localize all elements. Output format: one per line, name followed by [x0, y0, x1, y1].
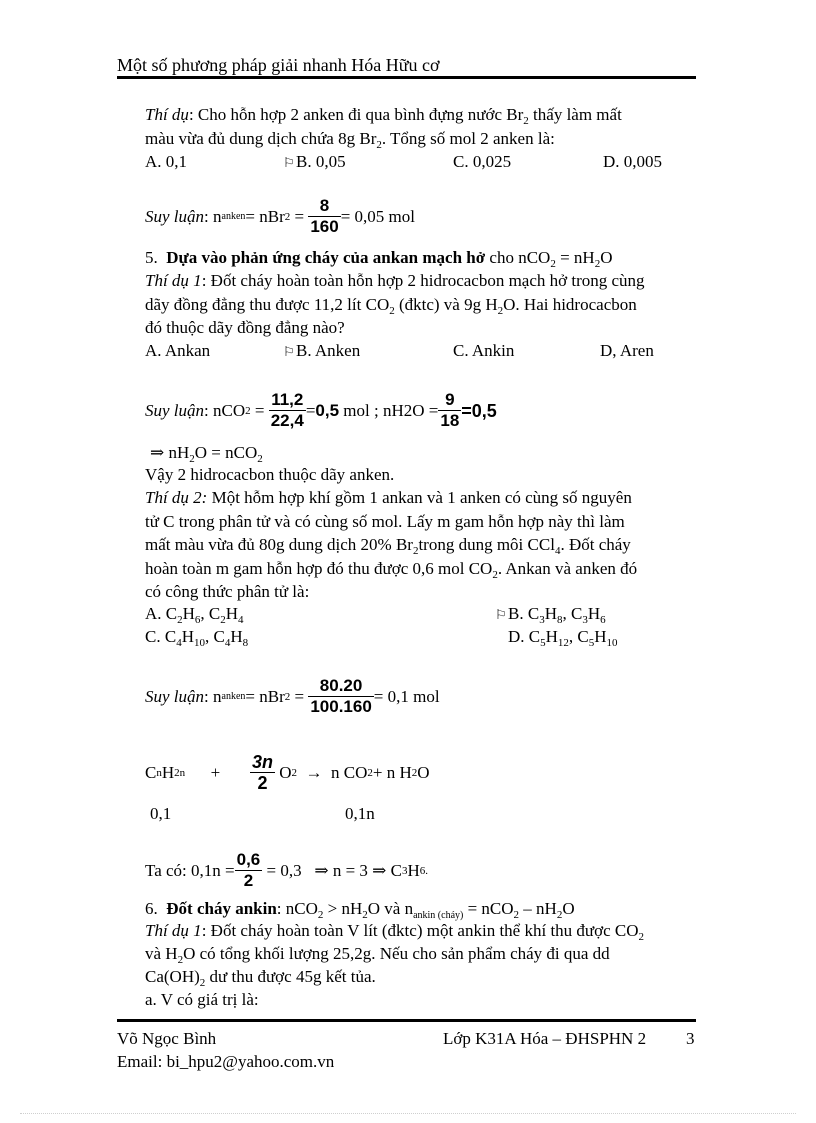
ex3-line1: Thí dụ 2: Một hỗm hợp khí gồm 1 ankan và 1 anken có cùng số nguyên [145, 488, 632, 507]
flag-icon: ⚐ [495, 607, 507, 622]
page-bottom-dotted-divider [20, 1113, 796, 1114]
moles-right: 0,1n [345, 804, 375, 823]
fraction-9-18: $\frac{9}{18}$ [440, 390, 460, 430]
section-5-heading: 5. Dựa vào phản ứng cháy của ankan mạch hở cho $nCO_2 = nH_2O$ [145, 248, 613, 270]
ex2-option-b: ⚐B. Anken [283, 341, 361, 360]
footer-author: Võ Ngọc Bình [117, 1029, 217, 1048]
ex1-option-a: A. 0,1 [145, 152, 188, 171]
ex2-option-d: D, Aren [600, 341, 654, 360]
section-6-heading: 6. Đốt cháy ankin: $nCO_2 > nH_2O$ và $n_{ankin (cháy)} = nCO_2 - nH_2O$ [145, 899, 575, 921]
header-rule [117, 76, 696, 79]
footer-rule [117, 1019, 696, 1022]
page-header-title: Một số phương pháp giải nhanh Hóa Hữu cơ [117, 55, 440, 75]
ex2-option-a: A. Ankan [145, 341, 211, 360]
ex1-line1: Thí dụ: Cho hỗn hợp 2 anken đi qua bình đựng nước $Br_2$ thấy làm mất [145, 105, 622, 127]
ex2-reasoning: Suy luận : nCO 2 = $\frac{11,2}{22,4}$ = 0,5 mol ; nH2O = $\frac{9}{18}$ = 0,5 [145, 390, 497, 430]
ex1-option-b: ⚐B. 0,05 [283, 152, 346, 171]
ex1-option-c: C. 0,025 [453, 152, 512, 171]
ex2-option-c: C. Ankin [453, 341, 515, 360]
ex4-question-a: a. V có giá trị là: [145, 990, 259, 1009]
email-link[interactable]: bi_hpu2@yahoo.com.vn [166, 1052, 335, 1071]
moles-left: 0,1 [150, 804, 172, 823]
ex2-implication: ⇒ $nH_2O = nCO_2$ [150, 443, 263, 465]
ex1-label: Thí dụ [145, 105, 189, 124]
ex1-line2: màu vừa đủ dung dịch chứa 8g $Br_2$. Tổng số mol 2 anken là: [145, 129, 555, 151]
ex3-line2: tử C trong phân tử và có cùng số mol. Lấy m gam hỗn hợp này thì làm [145, 512, 625, 531]
calculation-line: Ta có: 0,1n = $\frac{0,6}{2}$ = 0,3 ⇒ n = 3 ⇒ C 3 H 6. [145, 850, 429, 890]
ex2-line2: dãy đồng đẳng thu được 11,2 lít $CO_2$ (đktc) và 9g $H_2O$. Hai hidrocacbon [145, 295, 637, 317]
ex4-line1: Thí dụ 1: Đốt cháy hoàn toàn V lít (đktc) một ankin thể khí thu được $CO_2$ [145, 921, 645, 943]
ex1-reasoning: Suy luận : n anken = nBr 2 = $\frac{8}{160}$ = 0,05 mol [145, 196, 416, 236]
footer-email: Email: bi_hpu2@yahoo.com.vn [117, 1052, 335, 1071]
ex4-line3: $Ca(OH)_2$ dư thu được 45g kết tủa. [145, 967, 376, 989]
ex3-line4: hoàn toàn m gam hỗn hợp đó thu được 0,6 mol $CO_2$. Ankan và anken đó [145, 559, 638, 581]
ex3-option-a: A. $C_2H_6$, $C_2H_4$ [145, 604, 244, 626]
ex2-conclusion: Vậy 2 hidrocacbon thuộc dãy anken. [145, 465, 395, 484]
combustion-equation: C n H 2n + $\frac{3n}{2}$ O 2 → n CO 2 + n H 2 O [145, 752, 430, 793]
ex3-option-b: ⚐B. $C_3H_8$, $C_3H_6$ [495, 604, 606, 626]
fraction-80-100: $\frac{80.20}{100.160}$ [310, 676, 372, 716]
footer-class-info: Lớp K31A Hóa – ĐHSPHN 2 [443, 1029, 647, 1048]
ex3-option-c: C. $C_4H_{10}$, $C_4H_8$ [145, 627, 249, 649]
ex2-line1: Thí dụ 1: Đốt cháy hoàn toàn hỗn hợp 2 hidrocacbon mạch hở trong cùng [145, 271, 645, 290]
fraction-11-22: $\frac{11,2}{22,4}$ [270, 390, 304, 430]
ex3-line3: mất màu vừa đủ 80g dung dịch 20% $Br_2trong$ dung môi CCl$_4$. Đốt cháy [145, 535, 631, 557]
flag-icon: ⚐ [283, 155, 295, 170]
flag-icon: ⚐ [283, 344, 295, 359]
ex4-line2: và $H_2O$ có tổng khối lượng 25,2g. Nếu cho sản phẩm cháy đi qua dd [145, 944, 610, 966]
ex2-line3: đó thuộc dãy đồng đẳng nào? [145, 318, 345, 337]
fraction-06-2: $\frac{0,6}{2}$ [236, 850, 261, 890]
ex3-option-d: D. $C_5H_{12}$, $C_5H_{10}$ [508, 627, 618, 649]
fraction-3n-2: $\frac{3n}{2}$ [251, 752, 273, 793]
ex3-line5: có công thức phân tử là: [145, 582, 310, 601]
ex3-reasoning: Suy luận : n anken = nBr 2 = $\frac{80.20}{100.160}$ = 0,1 mol [145, 676, 440, 716]
fraction-8-160: $\frac{8}{160}$ [310, 196, 339, 236]
ex1-option-d: D. 0,005 [603, 152, 663, 171]
footer-page-number: 3 [686, 1029, 695, 1048]
